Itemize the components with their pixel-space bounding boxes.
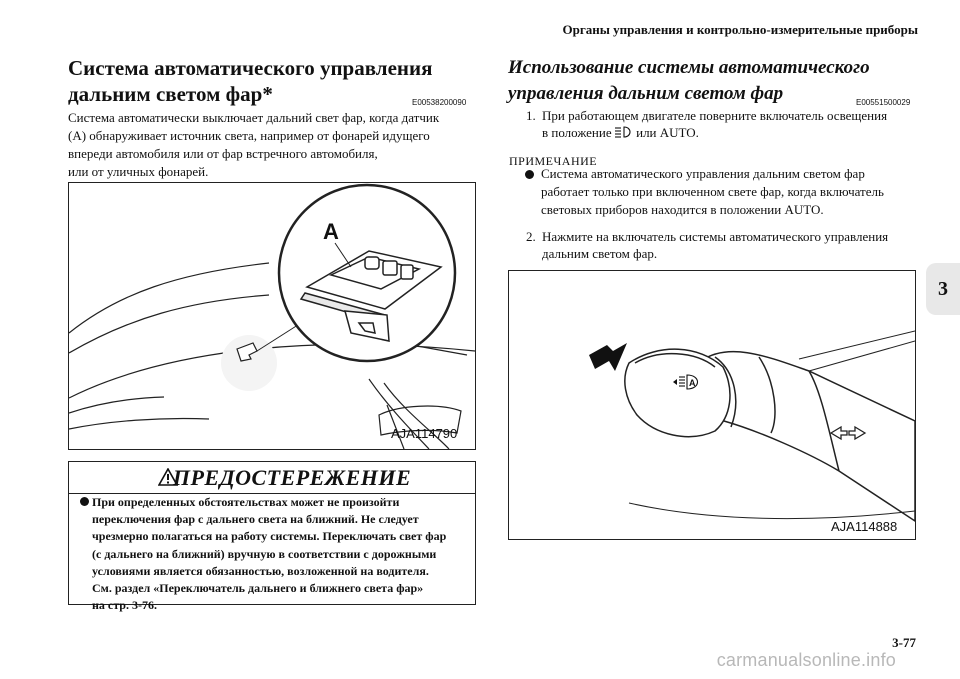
paragraph-line: (A) обнаруживает источник света, например от фонарей идущего <box>68 128 430 143</box>
running-header: Органы управления и контрольно-измерительные приборы <box>562 22 918 37</box>
warning-title-bar <box>69 462 475 494</box>
warning-line: чрезмерно полагаться на работу системы. Переключать свет фар <box>92 529 447 544</box>
warning-line: условиями является обязанностью, возложенной на водителя. <box>92 563 429 578</box>
paragraph-line: или от уличных фонарей. <box>68 164 209 179</box>
combination-switch-illustration <box>509 271 915 539</box>
warning-box <box>68 461 476 613</box>
step-2 <box>526 228 916 262</box>
paragraph-line: впереди автомобиля или от фар встречного автомобиля, <box>68 146 378 161</box>
warning-title: ПРЕДОСТЕРЕЖЕНИЕ <box>172 464 412 490</box>
warning-line: на стр. 3-76. <box>92 598 157 613</box>
warning-triangle-icon <box>158 468 178 486</box>
step-text: Нажмите на включатель системы автоматического управления <box>542 229 889 244</box>
figure-id: AJA114888 <box>831 519 898 534</box>
note-text <box>541 165 921 219</box>
warning-line: переключения фар с дальнего света на ближний. Не следует <box>92 512 419 527</box>
figure-id: AJA114790 <box>391 426 458 441</box>
note-line: работает только при включенном свете фар, когда включатель <box>541 184 884 199</box>
section-title: Система автоматического управления дальним светом фар* <box>68 56 433 106</box>
warning-text <box>92 494 468 614</box>
watermark: carmanualsonline.info <box>716 650 896 670</box>
page-number: 3-77 <box>892 635 916 650</box>
step-number: 2. <box>526 229 536 244</box>
push-arrow-icon <box>589 343 627 371</box>
step-text: дальним светом фар. <box>542 246 658 261</box>
paragraph-line: Система автоматически выключает дальний свет фар, когда датчик <box>68 110 440 125</box>
callout-letter: A <box>323 219 339 244</box>
chapter-number: 3 <box>938 277 948 300</box>
windshield-illustration <box>69 183 475 449</box>
svg-text:A: A <box>689 378 696 388</box>
step-text: При работающем двигателе поверните включатель освещения <box>542 108 888 123</box>
subsection-title-line: управления дальним светом фар <box>508 83 784 104</box>
step-text: или AUTO. <box>632 125 699 140</box>
bullet-icon <box>525 170 534 179</box>
chapter-tab <box>926 263 960 315</box>
warning-line: (с дальнего на ближний) вручную в соответствии с дорожными <box>92 546 437 561</box>
step-number: 1. <box>526 108 536 123</box>
headlight-high-beam-icon <box>615 126 633 138</box>
lever-figure <box>508 270 916 540</box>
sensor-figure <box>68 182 476 450</box>
section-code: E00538200090 <box>412 98 467 107</box>
subsection-title-line: Использование системы автоматического <box>508 57 870 78</box>
step-1 <box>526 107 916 141</box>
intro-paragraph <box>68 109 478 181</box>
warning-line: См. раздел «Переключатель дальнего и ближнего света фар» <box>92 581 424 596</box>
step-text: в положение <box>542 125 615 140</box>
bullet-icon <box>80 497 89 506</box>
note-heading: ПРИМЕЧАНИЕ <box>509 154 598 168</box>
subsection-code: E00551500029 <box>856 98 911 107</box>
warning-line: При определенных обстоятельствах может не произойти <box>92 495 400 509</box>
note-line: световых приборов находится в положении AUTO. <box>541 202 824 217</box>
note-line: Система автоматического управления дальним светом фар <box>541 166 865 181</box>
